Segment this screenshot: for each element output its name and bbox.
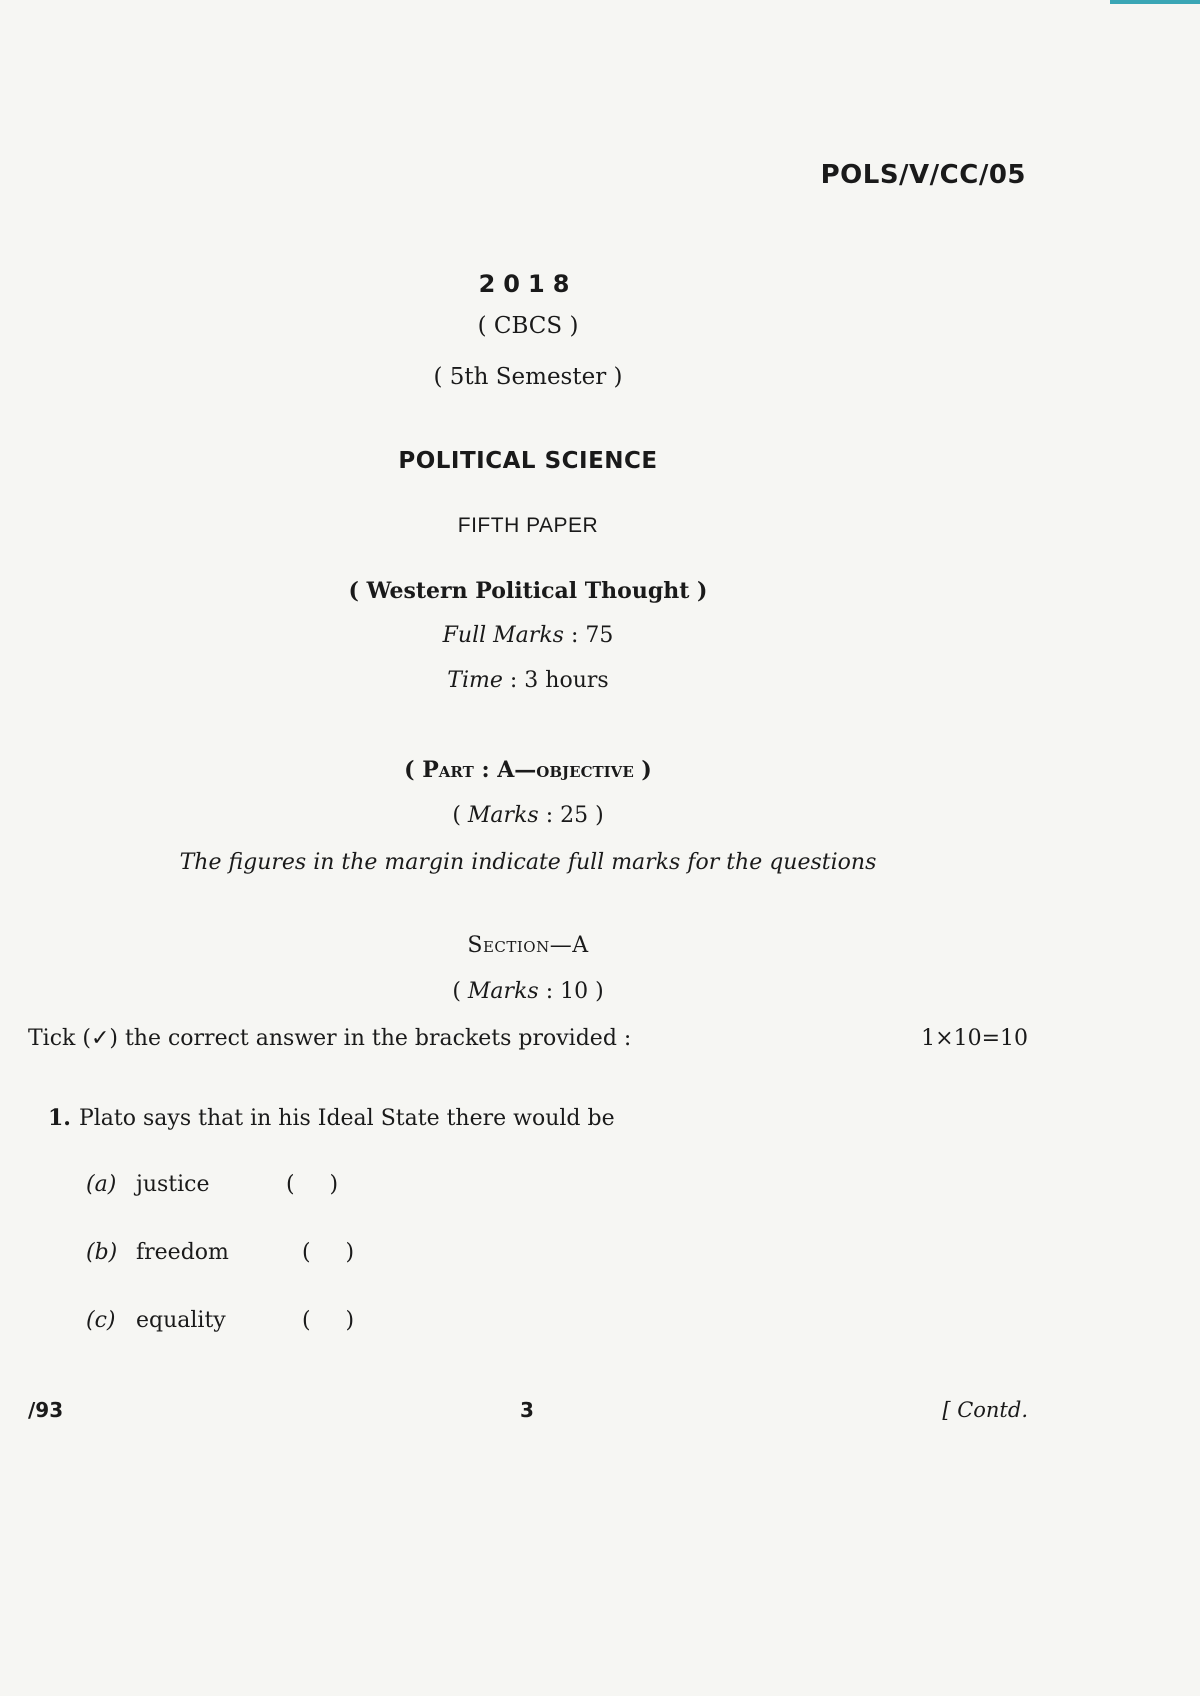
footer-code: /93: [28, 1398, 64, 1422]
answer-bracket[interactable]: ( ): [286, 1172, 339, 1197]
part-marks-label: Marks: [467, 803, 539, 828]
option-c: [86, 1308, 355, 1333]
answer-bracket[interactable]: ( ): [302, 1240, 355, 1265]
part-title: [0, 757, 1056, 783]
exam-paper: FIFTH PAPER: [457, 514, 599, 537]
option-text: equality: [136, 1308, 226, 1333]
full-marks-label: Full Marks: [442, 623, 564, 648]
full-marks-value: : 75: [570, 623, 614, 648]
marks-instruction: The figures in the margin indicate full marks for the questions: [179, 850, 877, 875]
full-marks: [0, 623, 1056, 648]
paper-title: ( Western Political Thought ): [348, 578, 708, 604]
time-allowed: [0, 668, 1056, 693]
page-number: 3: [520, 1398, 534, 1422]
part-marks: [0, 803, 1056, 828]
time-label: Time: [447, 668, 503, 693]
tick-marks: 1×10=10: [921, 1026, 1028, 1051]
section-title: [0, 933, 1056, 958]
exam-semester: ( 5th Semester ): [433, 364, 623, 390]
exam-scheme: ( CBCS ): [477, 313, 579, 339]
section-title-text: Section—A: [467, 933, 589, 958]
option-letter: (a): [86, 1172, 117, 1197]
option-letter: (c): [86, 1308, 116, 1333]
part-marks-open: (: [452, 803, 468, 828]
exam-subject: POLITICAL SCIENCE: [398, 448, 658, 474]
section-marks-label: Marks: [467, 979, 539, 1004]
question-number: 1.: [48, 1105, 71, 1131]
answer-bracket[interactable]: ( ): [302, 1308, 355, 1333]
option-text: justice: [136, 1172, 210, 1197]
section-marks-value: : 10 ): [545, 979, 604, 1004]
question-1: [48, 1105, 615, 1131]
time-value: : 3 hours: [509, 668, 609, 693]
option-b: [86, 1240, 355, 1265]
question-text: Plato says that in his Ideal State there would be: [78, 1106, 615, 1131]
part-title-text: ( Part : A—objective ): [404, 757, 652, 783]
scan-edge-mark: [1110, 0, 1200, 4]
tick-instruction: Tick (✓) the correct answer in the brackets provided :: [28, 1026, 632, 1051]
continued-note: [ Contd.: [942, 1398, 1028, 1422]
paper-code: POLS/V/CC/05: [820, 160, 1026, 190]
exam-year: 2018: [478, 270, 578, 298]
part-marks-value: : 25 ): [545, 803, 604, 828]
option-text: freedom: [136, 1240, 229, 1265]
option-a: [86, 1172, 339, 1197]
section-marks: [0, 979, 1056, 1004]
option-letter: (b): [86, 1240, 118, 1265]
section-marks-open: (: [452, 979, 468, 1004]
